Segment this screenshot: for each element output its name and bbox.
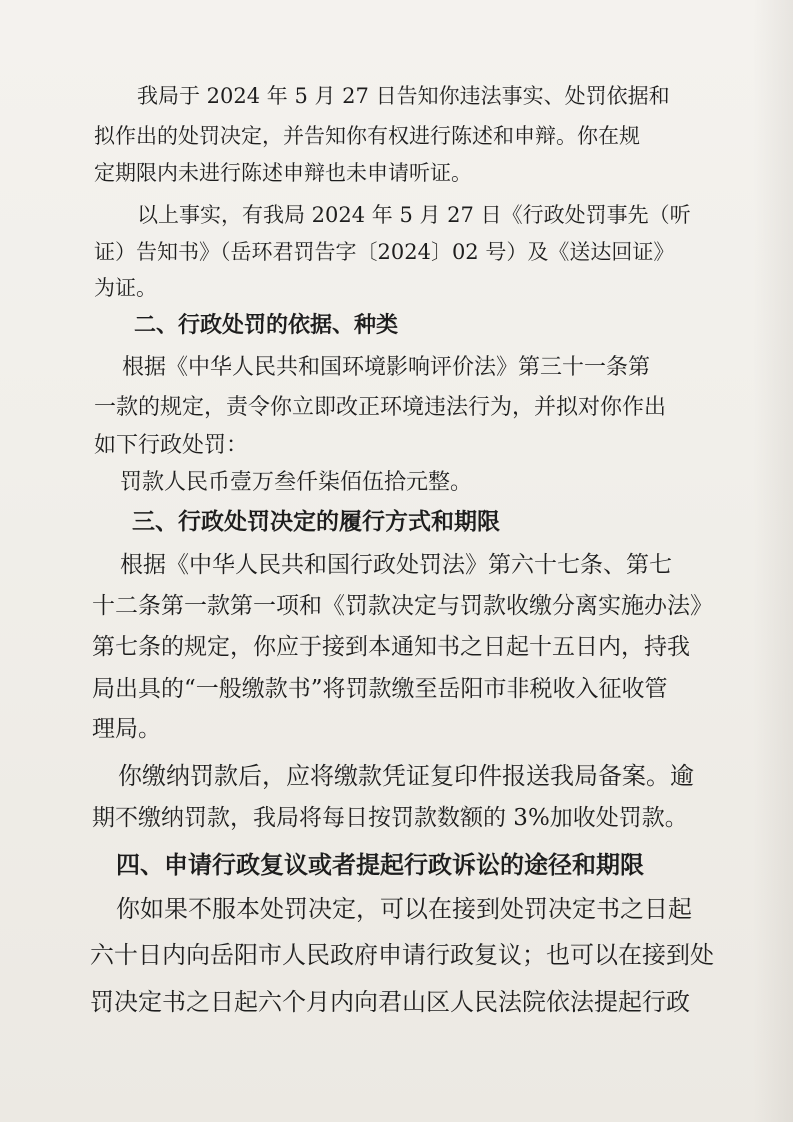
penalty-amount: 罚款人民币壹万叁仟柒佰伍拾元整。 xyxy=(120,470,473,495)
paragraph-line: 你缴纳罚款后，应将缴款凭证复印件报送我局备案。逾 xyxy=(118,762,694,790)
section-heading: 四、申请行政复议或者提起行政诉讼的途径和期限 xyxy=(116,851,644,879)
paragraph-line: 局出具的“一般缴款书”将罚款缴至岳阳市非税收入征收管 xyxy=(92,676,668,702)
paragraph-line: 第七条的规定，你应于接到本通知书之日起十五日内，持我 xyxy=(92,634,690,660)
paragraph-line: 十二条第一款第一项和《罚款决定与罚款收缴分离实施办法》 xyxy=(92,593,713,619)
paragraph-line: 拟作出的处罚决定，并告知你有权进行陈述和申辩。你在规 xyxy=(94,124,640,148)
paragraph-line: 你如果不服本处罚决定，可以在接到处罚决定书之日起 xyxy=(116,895,692,923)
section-heading: 二、行政处罚的依据、种类 xyxy=(134,313,399,338)
paragraph-line: 根据《中华人民共和国行政处罚法》第六十七条、第七 xyxy=(120,552,672,578)
paragraph-line: 根据《中华人民共和国环境影响评价法》第三十一条第 xyxy=(122,355,651,380)
paragraph-line: 罚决定书之日起六个月内向君山区人民法院依法提起行政 xyxy=(90,988,690,1016)
paragraph-line: 定期限内未进行陈述申辩也未申请听证。 xyxy=(94,161,472,185)
paragraph-line: 如下行政处罚： xyxy=(94,433,249,458)
paragraph-line: 期不缴纳罚款，我局将每日按罚款数额的 3%加收处罚款。 xyxy=(92,805,688,831)
section-heading: 三、行政处罚决定的履行方式和期限 xyxy=(132,509,500,535)
paragraph-line: 一款的规定，责令你立即改正环境违法行为，并拟对你作出 xyxy=(94,395,667,420)
page-edge-shadow xyxy=(753,0,793,1122)
paragraph-line: 证）告知书》（岳环君罚告字〔2024〕02 号）及《送达回证》 xyxy=(94,240,675,264)
paragraph-line: 六十日内向岳阳市人民政府申请行政复议；也可以在接到处 xyxy=(90,941,714,969)
paragraph-line: 我局于 2024 年 5 月 27 日告知你违法事实、处罚依据和 xyxy=(137,84,670,108)
paragraph-line: 为证。 xyxy=(94,276,157,300)
paragraph-line: 理局。 xyxy=(92,716,161,742)
paragraph-line: 以上事实，有我局 2024 年 5 月 27 日《行政处罚事先（听 xyxy=(137,203,691,227)
